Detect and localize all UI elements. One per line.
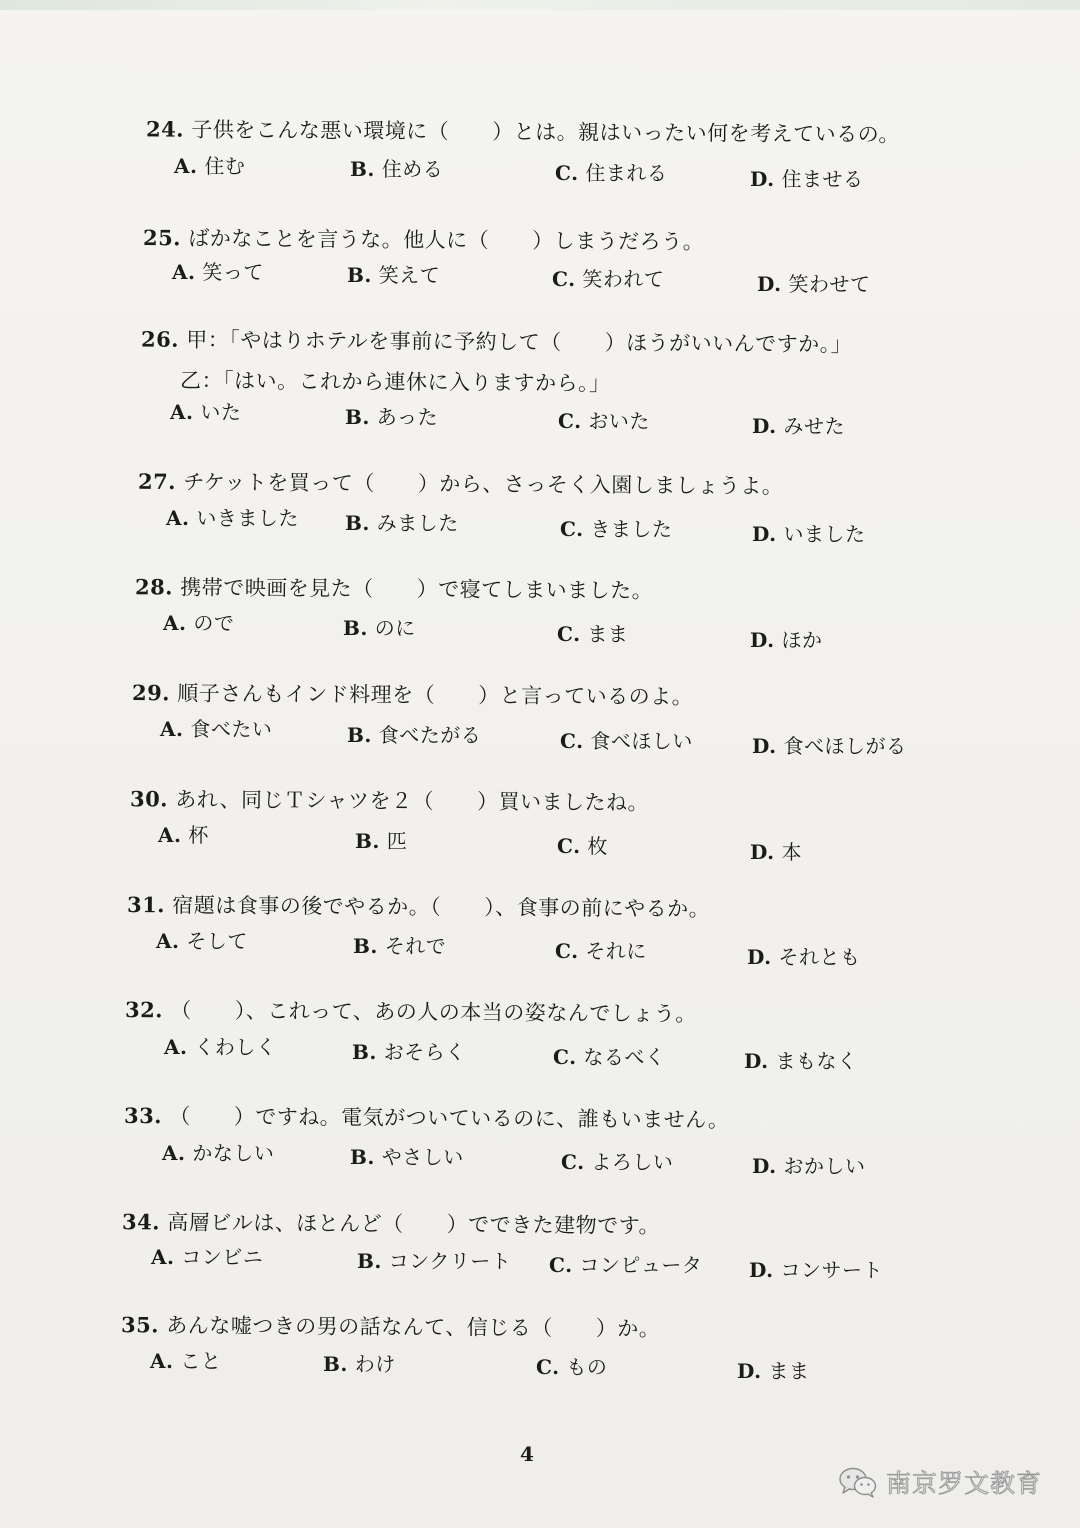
- option-a: [162, 1139, 274, 1167]
- option-label: C.: [536, 1355, 560, 1379]
- option-c: [536, 1353, 607, 1381]
- option-text: もの: [566, 1355, 608, 1379]
- option-text: それで: [384, 934, 447, 958]
- option-label: B.: [323, 1352, 348, 1376]
- option-c: [555, 937, 647, 965]
- option-text: それに: [585, 939, 647, 963]
- option-label: B.: [357, 1249, 382, 1273]
- option-label: D.: [752, 734, 777, 758]
- option-label: C.: [553, 1045, 577, 1069]
- question-number: 32.: [124, 997, 164, 1023]
- option-d: [750, 838, 802, 866]
- question-stem: [135, 573, 653, 605]
- option-text: コンクリート: [388, 1249, 512, 1273]
- question-text: 宿題は食事の後でやるか。（ ）、食事の前にやるか。: [172, 893, 711, 922]
- option-b: [347, 261, 440, 289]
- option-label: D.: [752, 522, 777, 546]
- option-label: D.: [750, 840, 775, 864]
- option-a: [160, 715, 272, 743]
- option-label: D.: [752, 414, 777, 438]
- question-number: 34.: [121, 1209, 161, 1235]
- question-stem: [132, 679, 693, 711]
- option-b: [355, 827, 407, 855]
- option-text: 杯: [188, 823, 209, 847]
- option-label: B.: [350, 157, 375, 181]
- option-text: ので: [193, 611, 235, 635]
- option-c: [558, 407, 650, 435]
- question-stem: [121, 1311, 660, 1343]
- option-text: 匹: [386, 829, 408, 853]
- question-text: あんな嘘つきの男の話なんて、信じる（ ）か。: [166, 1313, 661, 1341]
- question-stem: [143, 224, 704, 256]
- option-label: B.: [343, 616, 368, 640]
- question-stem: [141, 326, 852, 359]
- option-text: なるべく: [583, 1045, 666, 1069]
- option-label: D.: [752, 1154, 777, 1178]
- question-text: 順子さんもインド料理を（ ）と言っているのよ。: [177, 681, 694, 709]
- option-text: 住まれる: [585, 161, 668, 185]
- option-label: C.: [555, 939, 579, 963]
- option-text: ほか: [781, 628, 823, 652]
- option-b: [353, 932, 446, 960]
- option-d: [752, 1152, 865, 1180]
- option-d: [750, 626, 822, 654]
- option-b: [350, 1143, 464, 1171]
- option-label: B.: [347, 723, 372, 747]
- option-b: [350, 155, 443, 183]
- option-label: C.: [560, 517, 584, 541]
- option-text: 笑われて: [582, 267, 665, 291]
- option-d: [744, 1047, 857, 1075]
- option-text: くわしく: [194, 1035, 277, 1059]
- option-b: [345, 403, 438, 431]
- question-number: 31.: [126, 891, 166, 918]
- option-label: C.: [560, 729, 584, 753]
- question-number: 25.: [142, 225, 182, 251]
- option-label: C.: [555, 161, 579, 185]
- question-text: 高層ビルは、ほとんど（ ）でできた建物です。: [167, 1210, 661, 1238]
- option-label: B.: [345, 511, 370, 535]
- option-a: [150, 1347, 221, 1375]
- option-text: 本: [781, 840, 802, 864]
- option-d: [749, 1256, 883, 1284]
- option-text: 笑えて: [378, 263, 441, 287]
- option-label: A.: [172, 260, 196, 284]
- option-text: きました: [590, 517, 673, 541]
- option-label: D.: [749, 1258, 774, 1282]
- option-text: みました: [376, 511, 459, 535]
- option-c: [549, 1251, 702, 1279]
- option-label: D.: [750, 167, 775, 191]
- option-d: [752, 520, 865, 548]
- option-label: A.: [164, 1035, 188, 1059]
- option-text: 住ませる: [781, 167, 864, 191]
- question-number: 27.: [137, 468, 177, 495]
- watermark: [838, 1462, 1042, 1502]
- option-text: まま: [587, 622, 629, 646]
- option-text: おかしい: [783, 1154, 866, 1178]
- question-number: 30.: [129, 786, 169, 812]
- option-text: 食べたい: [190, 717, 273, 741]
- option-d: [747, 943, 860, 971]
- question-number: 28.: [134, 574, 174, 600]
- option-a: [158, 821, 209, 849]
- option-b: [352, 1038, 466, 1066]
- option-label: B.: [347, 263, 372, 287]
- option-text: 食べほしい: [590, 729, 693, 753]
- question-stem: [125, 996, 697, 1028]
- question-stem: [127, 891, 710, 923]
- option-text: あった: [376, 405, 439, 429]
- option-c: [560, 727, 693, 755]
- option-text: まもなく: [775, 1049, 858, 1073]
- question-stem-line2: 乙：「はい。これから連休に入りますから。」: [179, 368, 611, 396]
- option-label: A.: [160, 717, 184, 741]
- question-text: あれ、同じＴシャツを２（ ）買いましたね。: [175, 787, 650, 815]
- option-label: A.: [174, 154, 198, 178]
- option-text: いきました: [196, 506, 299, 530]
- option-label: A.: [166, 506, 190, 530]
- option-label: A.: [151, 1245, 175, 1269]
- option-text: いました: [783, 522, 866, 546]
- option-text: コンピュータ: [579, 1253, 703, 1277]
- option-c: [553, 1043, 665, 1071]
- option-label: A.: [170, 400, 194, 424]
- question-stem: [122, 1208, 660, 1240]
- option-text: よろしい: [591, 1150, 674, 1174]
- option-label: A.: [163, 611, 187, 635]
- option-d: [737, 1357, 809, 1385]
- question-text: （ ）、これって、あの人の本当の姿なんでしょう。: [170, 998, 697, 1026]
- option-b: [345, 509, 459, 537]
- option-text: それとも: [778, 945, 861, 969]
- question-stem: [124, 1102, 730, 1134]
- option-a: [166, 504, 299, 532]
- option-d: [752, 732, 906, 760]
- watermark-text: 南京罗文教育: [886, 1469, 1043, 1498]
- question-number: 26.: [140, 326, 180, 352]
- option-label: D.: [757, 272, 782, 296]
- option-b: [323, 1350, 396, 1378]
- option-a: [174, 152, 245, 180]
- option-label: B.: [352, 1040, 377, 1064]
- option-label: B.: [350, 1145, 375, 1169]
- question-stem: [146, 115, 900, 148]
- option-text: 食べほしがる: [783, 734, 907, 758]
- question-number: 33.: [123, 1102, 163, 1129]
- option-label: B.: [345, 405, 370, 429]
- option-label: D.: [750, 628, 775, 652]
- option-label: A.: [162, 1141, 186, 1165]
- option-text: おそらく: [383, 1040, 466, 1064]
- question-text: 子供をこんな悪い環境に（ ）とは。親はいったい何を考えているの。: [191, 117, 900, 147]
- option-text: 住む: [204, 154, 246, 178]
- option-text: わけ: [354, 1352, 396, 1376]
- wechat-icon: [838, 1466, 878, 1498]
- question-text: （ ）ですね。電気がついているのに、誰もいません。: [169, 1104, 730, 1133]
- option-c: [560, 515, 672, 543]
- question-stem: [138, 468, 784, 501]
- option-label: C.: [557, 622, 581, 646]
- option-b: [347, 721, 481, 749]
- option-label: C.: [558, 409, 582, 433]
- question-number: 24.: [145, 116, 185, 142]
- option-label: C.: [557, 834, 581, 858]
- option-c: [552, 265, 664, 293]
- question-stem: [130, 785, 649, 817]
- option-text: やさしい: [381, 1145, 464, 1169]
- option-a: [172, 258, 264, 286]
- option-text: まま: [768, 1359, 810, 1383]
- option-text: みせた: [783, 414, 845, 438]
- option-a: [170, 398, 241, 426]
- option-c: [555, 159, 667, 187]
- option-text: かなしい: [192, 1141, 275, 1165]
- question-number: 35.: [120, 1312, 160, 1338]
- option-a: [164, 1033, 276, 1061]
- question-number: 29.: [131, 680, 171, 706]
- option-c: [557, 832, 608, 860]
- option-b: [343, 614, 416, 642]
- page-number: 4: [520, 1442, 534, 1466]
- option-a: [151, 1243, 263, 1271]
- question-text: 甲：「やはりホテルを事前に予約して（ ）ほうがいいんですか。」: [186, 327, 853, 357]
- option-label: C.: [552, 267, 576, 291]
- option-a: [163, 609, 234, 637]
- option-text: いた: [200, 400, 242, 424]
- question-text: チケットを買って（ ）から、さっそく入園しましょうよ。: [183, 470, 784, 499]
- option-text: 食べたがる: [378, 723, 482, 747]
- option-d: [752, 412, 845, 440]
- option-label: A.: [158, 823, 182, 847]
- option-label: D.: [744, 1049, 769, 1073]
- option-label: B.: [353, 934, 378, 958]
- option-text: おいた: [588, 409, 650, 433]
- option-text: コンビニ: [181, 1245, 264, 1269]
- option-label: A.: [150, 1349, 174, 1373]
- option-b: [357, 1247, 511, 1275]
- option-d: [750, 165, 863, 193]
- option-label: C.: [561, 1150, 585, 1174]
- option-label: B.: [355, 829, 380, 853]
- question-text: ばかなことを言うな。他人に（ ）しまうだろう。: [188, 226, 705, 254]
- option-text: コンサート: [780, 1258, 883, 1282]
- option-text: 笑わせて: [788, 272, 871, 296]
- option-text: のに: [374, 616, 416, 640]
- option-label: D.: [747, 945, 772, 969]
- option-text: 笑って: [202, 260, 264, 284]
- option-label: D.: [737, 1359, 762, 1383]
- option-text: 枚: [587, 834, 608, 858]
- option-c: [561, 1148, 673, 1176]
- option-text: こと: [180, 1349, 222, 1373]
- option-label: A.: [156, 929, 180, 953]
- option-text: そして: [186, 929, 248, 953]
- option-a: [156, 927, 248, 955]
- question-text: 携帯で映画を見た（ ）で寝てしまいました。: [180, 575, 654, 603]
- option-c: [557, 620, 628, 648]
- option-d: [757, 270, 870, 298]
- option-label: C.: [549, 1253, 573, 1277]
- option-text: 住める: [381, 157, 444, 181]
